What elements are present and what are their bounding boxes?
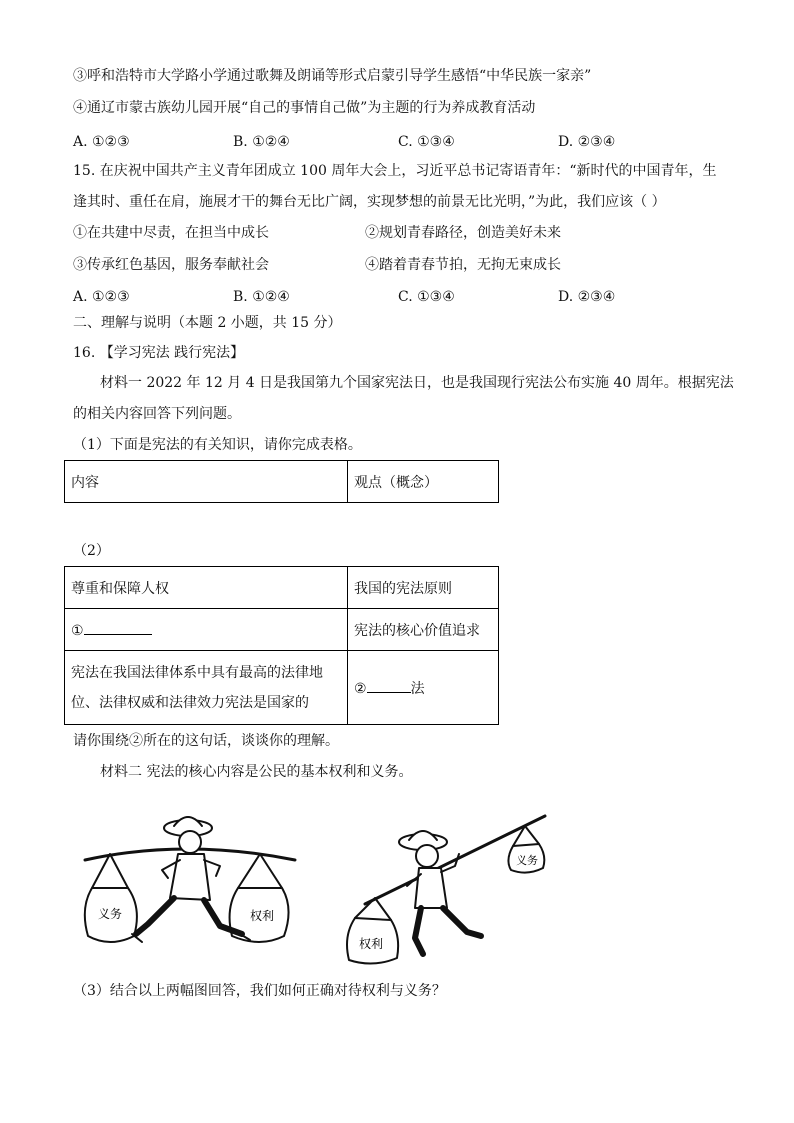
blank-2-marker: ② [354,680,367,697]
q14-option-a: A. ①②③ [73,134,130,150]
table2-r2c2: 宪法的核心价值追求 [348,609,499,651]
q16-sub2-prompt: 请你围绕②所在的这句话，谈谈你的理解。 [73,733,339,749]
q15-choice-1: ①在共建中尽责，在担当中成长 [73,225,269,241]
table2-r1c2: 我国的宪法原则 [348,567,499,609]
q16-title: 16. 【学习宪法 践行宪法】 [73,345,245,361]
q15-option-a: A. ①②③ [73,289,130,305]
q15-choice-3: ③传承红色基因，服务奉献社会 [73,257,269,273]
table2-r3c2 [348,651,499,725]
q14-option-c: C. ①③④ [398,134,455,150]
cartoon1-right-bag-label: 权利 [250,909,275,923]
blank-2-suffix: 法 [410,680,425,697]
q14-option-d: D. ②③④ [558,134,616,150]
q15-stem-line1: 15. 在庆祝中国共产主义青年团成立 100 周年大会上，习近平总书记寄语青年：“新时代的中国青年，生 [73,163,717,179]
q16-material1-line1: 材料一 2022 年 12 月 4 日是我国第九个国家宪法日，也是我国现行宪法公布实施 40 周年。根据宪法 [100,375,734,391]
q15-stem-line2: 逢其时、重任在肩，施展才干的舞台无比广阔，实现梦想的前景无比光明，”为此，我们应该（ ） [73,194,666,210]
q16-sub1-prompt: （1）下面是宪法的有关知识，请你完成表格。 [73,437,362,453]
table2-r3c1-line1: 宪法在我国法律体系中具有最高的法律地 [71,664,323,681]
q15-option-c: C. ①③④ [398,289,455,305]
table2-r3c1 [65,651,348,725]
q15-option-b: B. ①②④ [233,289,290,305]
q14-item-3: ③呼和浩特市大学路小学通过歌舞及朗诵等形式启蒙引导学生感悟“中华民族一家亲” [73,68,592,84]
knowledge-table-1 [64,460,499,503]
q15-option-d: D. ②③④ [558,289,616,305]
blank-2-line[interactable] [367,678,411,693]
blank-1-marker: ① [71,623,84,639]
unbalanced-carry-cartoon [335,808,565,968]
q16-material2: 材料二 宪法的核心内容是公民的基本权利和义务。 [100,764,413,780]
table2-r1c1: 尊重和保障人权 [65,567,348,609]
q16-material1-line2: 的相关内容回答下列问题。 [73,406,241,422]
q16-sub2-label: （2） [73,543,110,559]
blank-1-line[interactable] [84,620,152,635]
q15-choice-4: ④踏着青春节拍，无拘无束成长 [365,257,561,273]
q14-option-b: B. ①②④ [233,134,290,150]
q15-choice-2: ②规划青春路径，创造美好未来 [365,225,561,241]
cartoon1-left-bag-label: 义务 [98,907,123,921]
q16-sub3-prompt: （3）结合以上两幅图回答，我们如何正确对待权利与义务？ [73,983,446,999]
q14-item-4: ④通辽市蒙古族幼儿园开展“自己的事情自己做”为主题的行为养成教育活动 [73,100,536,116]
cartoon2-right-bag-label: 义务 [516,854,538,867]
table2-r2c1 [65,609,348,651]
table2-r3c1-line2: 位、法律权威和法律效力宪法是国家的 [71,694,309,711]
knowledge-table-2 [64,566,499,725]
cartoon2-left-bag-label: 权利 [359,937,384,951]
table1-header-view: 观点（概念） [348,461,499,503]
section-heading: 二、理解与说明（本题 2 小题，共 15 分） [73,315,342,331]
balanced-carry-cartoon [70,808,300,968]
table1-header-content: 内容 [65,461,348,503]
